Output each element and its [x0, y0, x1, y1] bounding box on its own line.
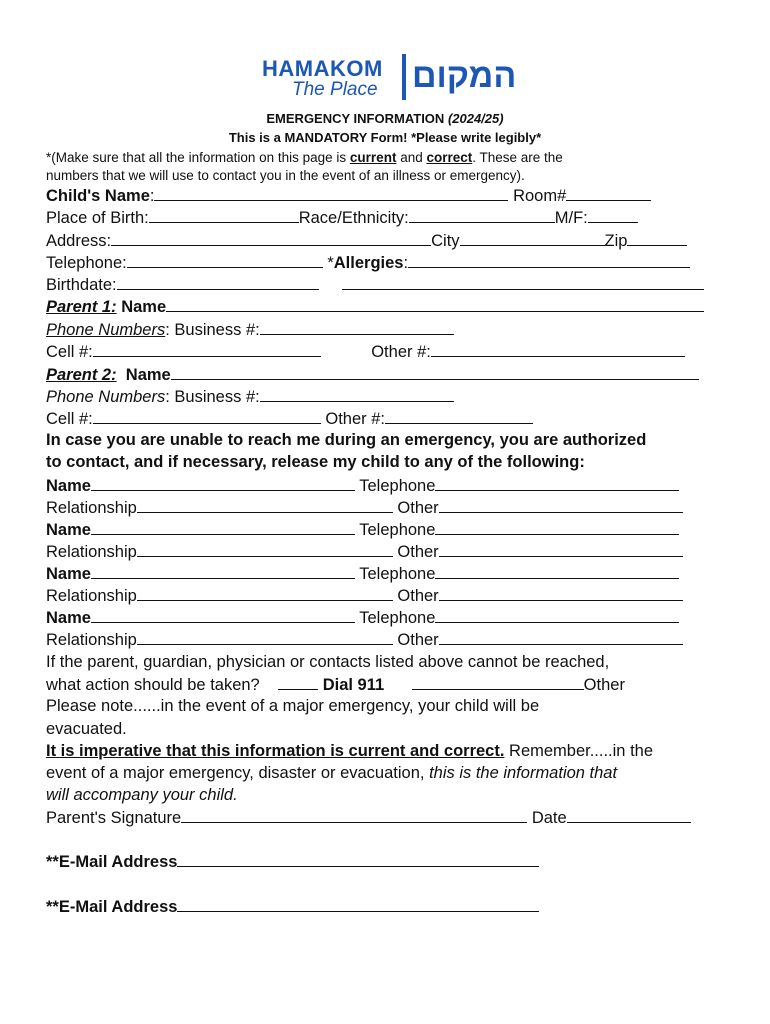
place-of-birth-field[interactable] [149, 208, 299, 223]
zip-label: Zip [604, 232, 628, 250]
contact-relationship-label: Relationship [46, 587, 137, 605]
title-text: EMERGENCY INFORMATION [266, 111, 445, 126]
parent1-other-label: Other #: [371, 343, 431, 361]
parent1-phones-label: Phone Numbers [46, 321, 166, 339]
contact-3-relationship-field[interactable] [137, 586, 393, 601]
imperative-line-2a: event of a major emergency, disaster or evacuation, [46, 764, 430, 782]
note-line-2: evacuated. [46, 720, 127, 738]
signature-label: Parent's Signature [46, 809, 182, 827]
instructions-current: current [349, 150, 397, 165]
parent1-business-label: : Business #: [165, 321, 260, 339]
contact-4-telephone-field[interactable] [435, 608, 679, 623]
contact-other-label: Other [397, 499, 439, 517]
contact-4-relationship-field[interactable] [137, 630, 393, 645]
imperative-line-3: will accompany your child. [46, 786, 238, 804]
birthdate-row [46, 275, 704, 295]
parent1-cell-row [46, 342, 685, 362]
email-row-1 [46, 852, 539, 872]
signature-field[interactable] [181, 808, 527, 823]
action-line-1: If the parent, guardian, physician or contacts listed above cannot be reached, [46, 653, 610, 671]
parent2-name-label: Name [125, 366, 171, 384]
imperative-line-1 [46, 742, 653, 761]
contact-1-relationship-field[interactable] [137, 498, 393, 513]
place-of-birth-label: Place of Birth: [46, 209, 149, 227]
telephone-row: Telephone: *Allergies: [46, 253, 690, 273]
email-field-1[interactable] [177, 852, 539, 867]
contact-1-other-field[interactable] [439, 498, 683, 513]
hamakom-logo [262, 52, 517, 102]
parent2-name-field[interactable] [171, 365, 699, 380]
race-field[interactable] [409, 208, 555, 223]
dial-911-label: Dial 911 [322, 676, 385, 694]
instructions-line-1 [46, 150, 563, 165]
action-question: what action should be taken? [46, 676, 260, 694]
signature-row [46, 808, 691, 828]
parent2-cell-field[interactable] [93, 409, 321, 424]
birthdate-field[interactable] [117, 275, 319, 290]
contact-telephone-label: Telephone [359, 609, 436, 627]
contact-1-relationship-row [46, 498, 683, 518]
child-name-row: Child's Name: Room# [46, 186, 651, 206]
contact-other-label: Other [397, 543, 439, 561]
parent2-phones-row [46, 387, 454, 407]
parent1-label: Parent 1: [46, 298, 117, 316]
parent2-phones-label: Phone Numbers [46, 388, 166, 406]
title-year: (2024/25) [447, 111, 504, 126]
contact-2-relationship-field[interactable] [137, 542, 393, 557]
action-other-field[interactable] [412, 675, 584, 690]
instructions-and: and [396, 150, 427, 165]
instructions-correct: correct [426, 150, 473, 165]
form-title [0, 111, 770, 126]
contact-4-relationship-row [46, 630, 683, 650]
contact-3-name-row [46, 564, 679, 584]
room-label: Room# [513, 187, 567, 205]
address-label: Address: [46, 232, 112, 250]
authorize-line-2: to contact, and if necessary, release my child to any of the following: [46, 453, 585, 471]
contact-3-relationship-row [46, 586, 683, 606]
parent2-label: Parent 2: [46, 366, 117, 384]
date-field[interactable] [567, 808, 691, 823]
contact-2-other-field[interactable] [439, 542, 683, 557]
parent2-name-row [46, 365, 699, 385]
contact-1-name-field[interactable] [91, 476, 355, 491]
contact-name-label: Name [46, 609, 91, 627]
contact-name-label: Name [46, 477, 91, 495]
note-line-1: Please note......in the event of a major emergency, your child will be [46, 697, 540, 715]
parent1-name-label: Name [121, 298, 167, 316]
contact-2-relationship-row [46, 542, 683, 562]
mf-label: M/F: [554, 209, 588, 227]
allergies-field[interactable] [408, 253, 690, 268]
contact-name-label: Name [46, 521, 91, 539]
contact-relationship-label: Relationship [46, 631, 137, 649]
email-label-2: **E-Mail Address [46, 898, 178, 916]
contact-2-telephone-field[interactable] [435, 520, 679, 535]
parent2-cell-row [46, 409, 533, 429]
contact-relationship-label: Relationship [46, 499, 137, 517]
child-name-field[interactable] [154, 186, 508, 201]
logo-hebrew: המקום [412, 57, 517, 95]
contact-1-name-row [46, 476, 679, 496]
contact-3-telephone-field[interactable] [435, 564, 679, 579]
parent2-cell-label: Cell #: [46, 410, 93, 428]
city-label: City [431, 232, 460, 250]
parent2-other-field[interactable] [385, 409, 533, 424]
contact-3-name-field[interactable] [91, 564, 355, 579]
birthdate-label: Birthdate: [46, 276, 117, 294]
instructions-text: *(Make sure that all the information on this page is [46, 150, 350, 165]
contact-1-telephone-field[interactable] [435, 476, 679, 491]
contact-3-other-field[interactable] [439, 586, 683, 601]
imperative-line-2b: this is the information that [429, 764, 618, 782]
imperative-line-2 [46, 764, 617, 783]
parent1-phones-row [46, 320, 454, 340]
allergies-field-2[interactable] [342, 275, 704, 290]
contact-2-name-row [46, 520, 679, 540]
parent1-cell-label: Cell #: [46, 343, 93, 361]
allergies-label: Allergies [333, 254, 404, 272]
email-label-1: **E-Mail Address [46, 853, 178, 871]
imperative-rest: Remember.....in the [504, 742, 654, 760]
parent1-name-field[interactable] [166, 297, 704, 312]
parent1-name-row [46, 297, 704, 317]
contact-name-label: Name [46, 565, 91, 583]
child-name-label: Child's Name [46, 187, 150, 205]
contact-4-name-field[interactable] [91, 608, 355, 623]
telephone-label: Telephone: [46, 254, 127, 272]
contact-telephone-label: Telephone [359, 565, 436, 583]
parent1-business-field[interactable] [260, 320, 454, 335]
logo-brand: HAMAKOM [262, 56, 383, 81]
action-other-label: Other [583, 676, 625, 694]
birth-row [46, 208, 638, 228]
logo-divider [402, 54, 406, 100]
parent2-other-label: Other #: [325, 410, 385, 428]
parent1-other-field[interactable] [431, 342, 685, 357]
contact-other-label: Other [397, 631, 439, 649]
telephone-field[interactable] [127, 253, 323, 268]
city-field[interactable] [460, 231, 605, 246]
imperative-bold: It is imperative that this information is current and correct. [46, 742, 505, 760]
contact-2-name-field[interactable] [91, 520, 355, 535]
logo-tagline: The Place [292, 79, 378, 100]
mf-field[interactable] [588, 208, 638, 223]
action-line-2 [46, 675, 625, 695]
room-field[interactable] [566, 186, 651, 201]
email-field-2[interactable] [177, 897, 539, 912]
contact-4-name-row [46, 608, 679, 628]
instructions-line-2: numbers that we will use to contact you in the event of an illness or emergency). [46, 168, 525, 183]
mandatory-note: This is a MANDATORY Form! *Please write legibly* [228, 130, 542, 145]
address-field[interactable] [111, 231, 431, 246]
contact-other-label: Other [397, 587, 439, 605]
parent1-cell-field[interactable] [93, 342, 321, 357]
zip-field[interactable] [627, 231, 687, 246]
parent2-business-label: : Business #: [165, 388, 260, 406]
date-label: Date [531, 809, 567, 827]
email-row-2 [46, 897, 539, 917]
parent2-business-field[interactable] [260, 387, 454, 402]
contact-4-other-field[interactable] [439, 630, 683, 645]
race-label: Race/Ethnicity: [298, 209, 409, 227]
contact-telephone-label: Telephone [359, 521, 436, 539]
instructions-text-2: . These are the [472, 150, 563, 165]
contact-relationship-label: Relationship [46, 543, 137, 561]
dial-911-checkline[interactable] [278, 675, 318, 690]
authorize-line-1: In case you are unable to reach me during an emergency, you are authorized [46, 431, 647, 449]
address-row [46, 231, 687, 251]
contact-telephone-label: Telephone [359, 477, 436, 495]
